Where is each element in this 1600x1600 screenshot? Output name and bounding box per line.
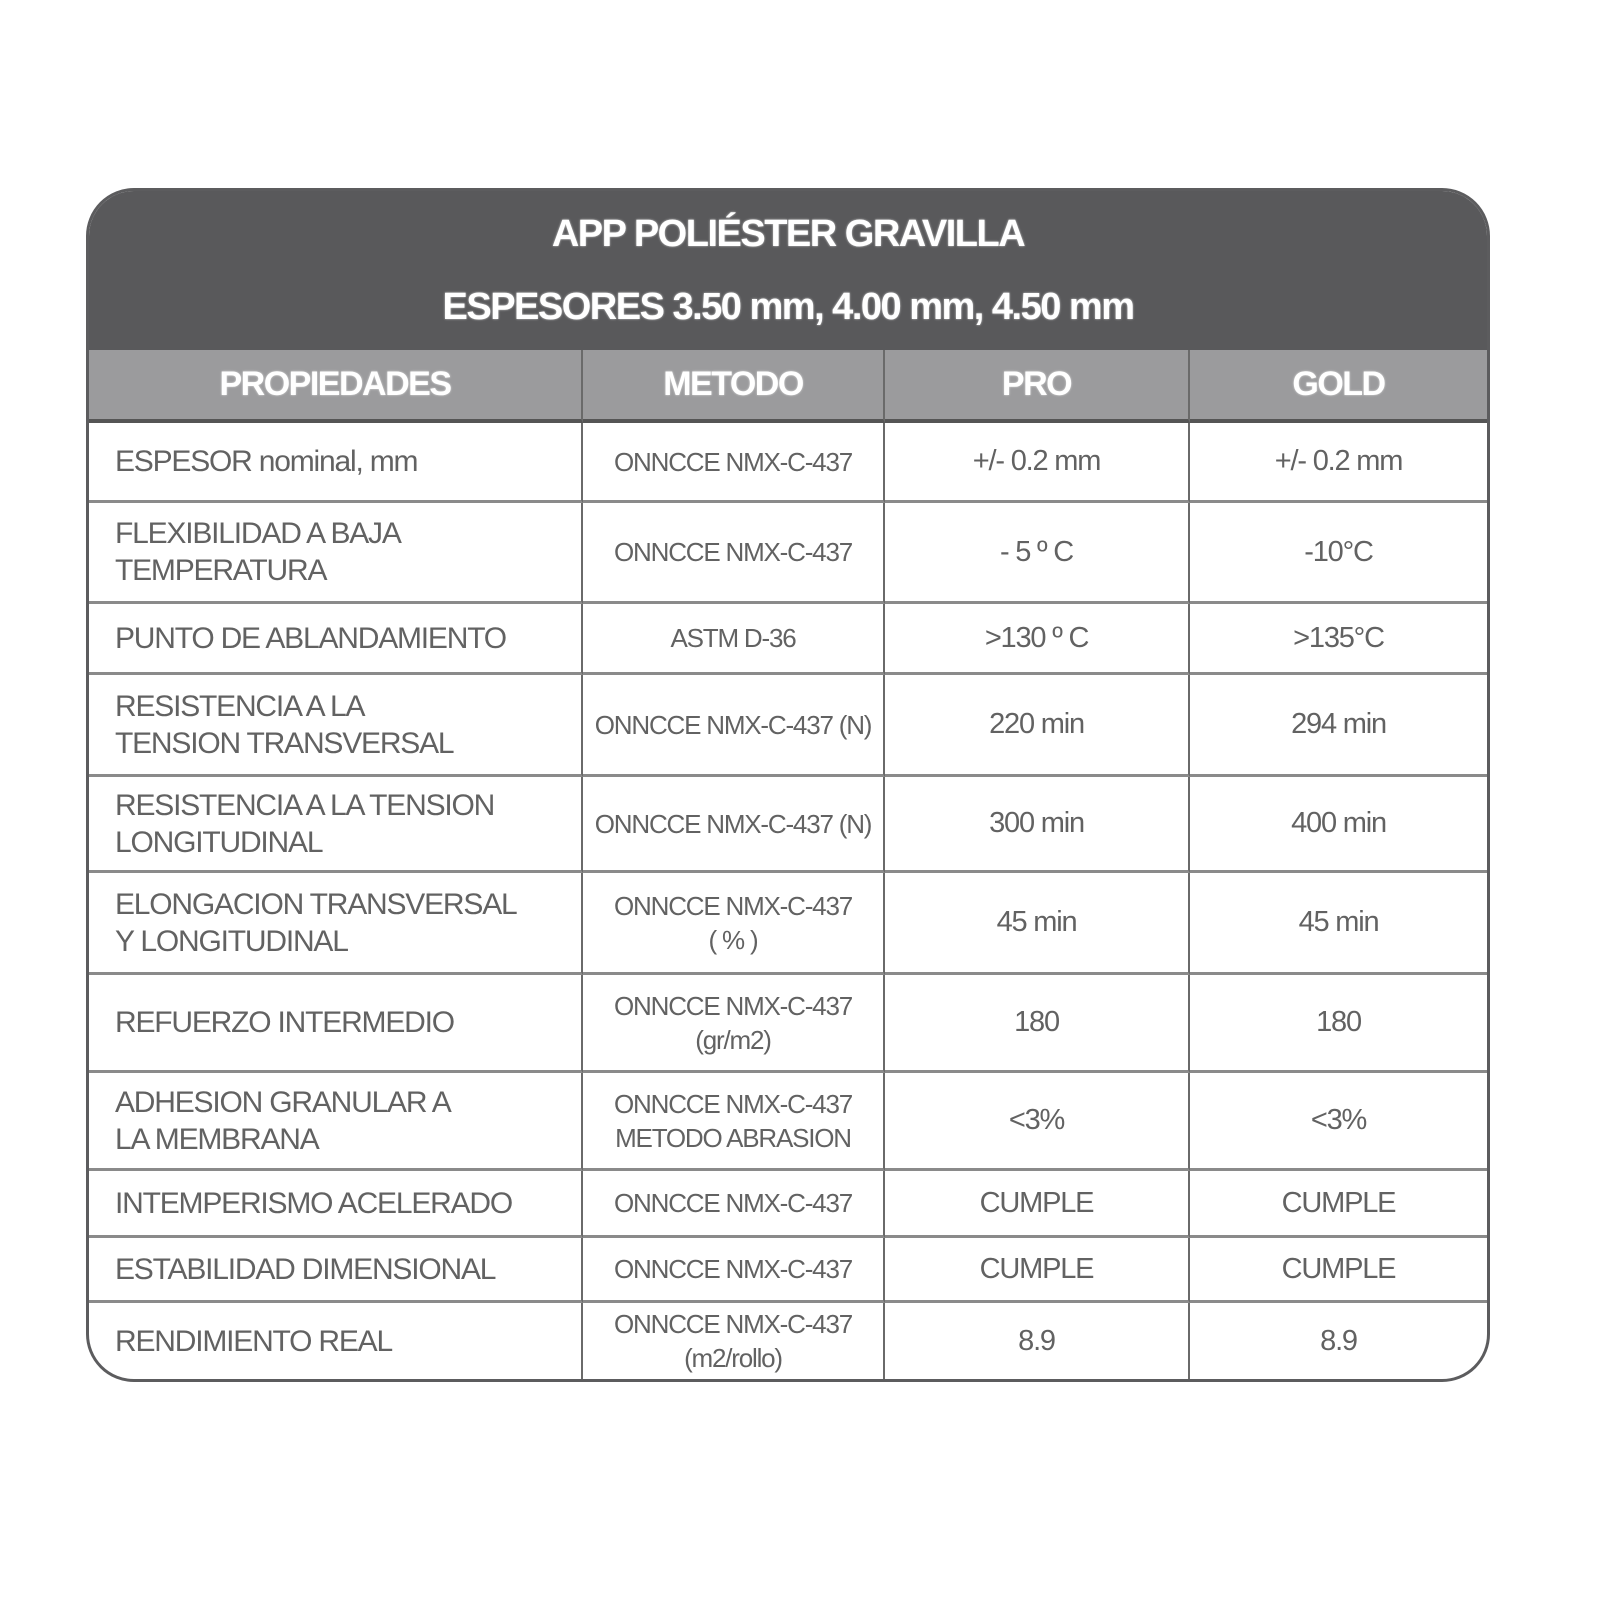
gold-cell: 45 min xyxy=(1190,873,1487,975)
properties-table xyxy=(86,188,1490,1382)
gold-cell: <3% xyxy=(1190,1073,1487,1171)
gold-cell: 400 min xyxy=(1190,777,1487,873)
method-cell: ONNCCE NMX-C-437 METODO ABRASION xyxy=(583,1073,885,1171)
method-cell: ONNCCE NMX-C-437 xyxy=(583,1238,885,1303)
pro-cell: CUMPLE xyxy=(885,1238,1190,1303)
gold-cell: 180 xyxy=(1190,975,1487,1073)
gold-cell: 294 min xyxy=(1190,675,1487,777)
property-cell: ESPESOR nominal, mm xyxy=(89,423,583,503)
gold-cell: -10°C xyxy=(1190,503,1487,604)
gold-cell: +/- 0.2 mm xyxy=(1190,423,1487,503)
pro-cell: - 5 º C xyxy=(885,503,1190,604)
method-cell: ONNCCE NMX-C-437 ( % ) xyxy=(583,873,885,975)
method-cell: ONNCCE NMX-C-437 (m2/rollo) xyxy=(583,1303,885,1379)
property-cell: ELONGACION TRANSVERSAL Y LONGITUDINAL xyxy=(89,873,583,975)
method-cell: ONNCCE NMX-C-437 xyxy=(583,503,885,604)
property-cell: PUNTO DE ABLANDAMIENTO xyxy=(89,604,583,675)
pro-cell: 8.9 xyxy=(885,1303,1190,1379)
gold-cell: CUMPLE xyxy=(1190,1238,1487,1303)
pro-cell: 220 min xyxy=(885,675,1190,777)
title-band xyxy=(89,191,1487,350)
pro-cell: 180 xyxy=(885,975,1190,1073)
table-grid xyxy=(89,350,1487,1379)
method-cell: ASTM D-36 xyxy=(583,604,885,675)
column-header-pro: PRO xyxy=(885,350,1190,423)
gold-cell: 8.9 xyxy=(1320,1324,1357,1357)
method-cell: ONNCCE NMX-C-437 (N) xyxy=(583,675,885,777)
method-cell: ONNCCE NMX-C-437 (gr/m2) xyxy=(583,975,885,1073)
property-cell: REFUERZO INTERMEDIO xyxy=(89,975,583,1073)
pro-cell: 300 min xyxy=(885,777,1190,873)
pro-cell: 45 min xyxy=(885,873,1190,975)
column-header-propiedades: PROPIEDADES xyxy=(89,350,583,423)
property-cell: ESTABILIDAD DIMENSIONAL xyxy=(89,1238,583,1303)
method-cell: ONNCCE NMX-C-437 xyxy=(583,1171,885,1238)
pro-cell: +/- 0.2 mm xyxy=(885,423,1190,503)
property-cell: FLEXIBILIDAD A BAJA TEMPERATURA xyxy=(89,503,583,604)
table-title: APP POLIÉSTER GRAVILLA xyxy=(551,213,1025,255)
method-cell: ONNCCE NMX-C-437 xyxy=(583,423,885,503)
table-subtitle: ESPESORES 3.50 mm, 4.00 mm, 4.50 mm xyxy=(442,286,1134,328)
property-cell: RESISTENCIA A LA TENSION TRANSVERSAL xyxy=(89,675,583,777)
gold-cell: >135°C xyxy=(1190,604,1487,675)
property-cell: ADHESION GRANULAR A LA MEMBRANA xyxy=(89,1073,583,1171)
column-header-metodo: METODO xyxy=(583,350,885,423)
gold-cell: CUMPLE xyxy=(1190,1171,1487,1238)
pro-cell: <3% xyxy=(885,1073,1190,1171)
column-header-gold: GOLD xyxy=(1190,350,1487,423)
method-cell: ONNCCE NMX-C-437 (N) xyxy=(583,777,885,873)
property-cell: RENDIMIENTO REAL xyxy=(89,1303,583,1379)
property-cell: INTEMPERISMO ACELERADO xyxy=(89,1171,583,1238)
pro-cell: >130 º C xyxy=(885,604,1190,675)
property-cell: RESISTENCIA A LA TENSION LONGITUDINAL xyxy=(89,777,583,873)
pro-cell: CUMPLE xyxy=(885,1171,1190,1238)
